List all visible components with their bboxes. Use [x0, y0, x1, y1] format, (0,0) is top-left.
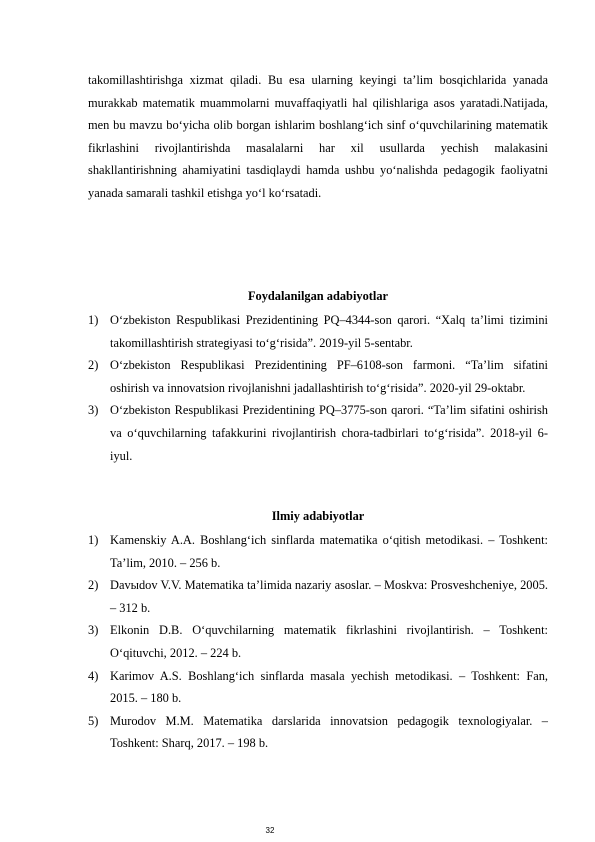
list-item-number: 3) — [88, 623, 99, 638]
list-item — [88, 529, 548, 574]
list-item — [88, 399, 548, 467]
list-item-number: 2) — [88, 578, 99, 593]
list-item — [88, 665, 548, 710]
list-item-text: Kamenskiy A.A. Boshlang‘ich sinflarda matematika o‘qitish metodikasi. – Toshkent: Ta’lim, 2010. – 256 b. — [110, 533, 548, 570]
list-item-text: Elkonin D.B. O‘quvchilarning matematik fikrlashini rivojlantirish. – Toshkent: O‘qituvchi, 2012. – 224 b. — [110, 623, 548, 660]
list-item-text: O‘zbekiston Respublikasi Prezidentining PQ–4344-son qarori. “Xalq ta’limi tizimini takomillashtirish strategiyasi to‘g‘risida”. 2019-yil 5-sentabr. — [110, 313, 548, 350]
list-item-text: Karimov A.S. Boshlang‘ich sinflarda masala yechish metodikasi. – Toshkent: Fan, 2015. – 180 b. — [110, 668, 548, 706]
list-item — [88, 574, 548, 619]
section-title-scientific: Ilmiy adabiyotlar — [271, 509, 365, 523]
list-item-number: 2) — [88, 358, 99, 373]
list-item — [88, 309, 548, 354]
list-item-text: O‘zbekiston Respublikasi Prezidentining PF–6108-son farmoni. “Ta’lim sifatini oshirish va innovatsion rivojlanishni jadallashtirish to‘g‘risida”. 2020-yil 29-oktabr. — [110, 358, 548, 395]
list-item-number: 1) — [88, 313, 99, 327]
references-list — [88, 309, 548, 467]
list-item-text: Murodov M.M. Matematika darslarida innovatsion pedagogik texnologiyalar. – Toshkent: Sharq, 2017. – 198 b. — [110, 713, 548, 751]
page-number: 32 — [265, 826, 275, 835]
list-item-number: 1) — [88, 533, 99, 547]
intro-paragraph: takomillashtirishga xizmat qiladi. Bu esa ularning keyingi ta’lim bosqichlarida yanada murakkab matematik muammolarni muvaffaqiyatli hal qilishlariga asos yaratadi.Natijada, men bu mavzu bo‘yicha olib borgan ishlarim boshlang‘ich sinf o‘quvchilarining matematik fikrlashini rivojlantirishda masalalarni har xil usullarda yechish malakasini shakllantirishning ahamiyatini tasdiqlaydi hamda ushbu yo‘nalishda pedagogik faoliyatni yanada samarali tashkil etishga yo‘l ko‘rsatadi. — [88, 73, 548, 200]
scientific-literature-list — [88, 529, 548, 755]
section-title-references: Foydalanilgan adabiyotlar — [247, 289, 389, 303]
list-item-text: Davыdov V.V. Matematika ta’limida nazariy asoslar. – Moskva: Prosveshcheniye, 2005. – 312 b. — [110, 578, 548, 615]
list-item-number: 5) — [88, 713, 99, 728]
list-item-text: O‘zbekiston Respublikasi Prezidentining PQ–3775-son qarori. “Ta’lim sifatini oshirish va o‘quvchilarning tafakkurini rivojlantirish chora-tadbirlari to‘g‘risida”. 2018-yil 6-iyul. — [110, 403, 548, 463]
list-item-number: 3) — [88, 403, 99, 418]
list-item — [88, 354, 548, 399]
list-item — [88, 619, 548, 664]
list-item-number: 4) — [88, 668, 99, 683]
list-item — [88, 710, 548, 755]
